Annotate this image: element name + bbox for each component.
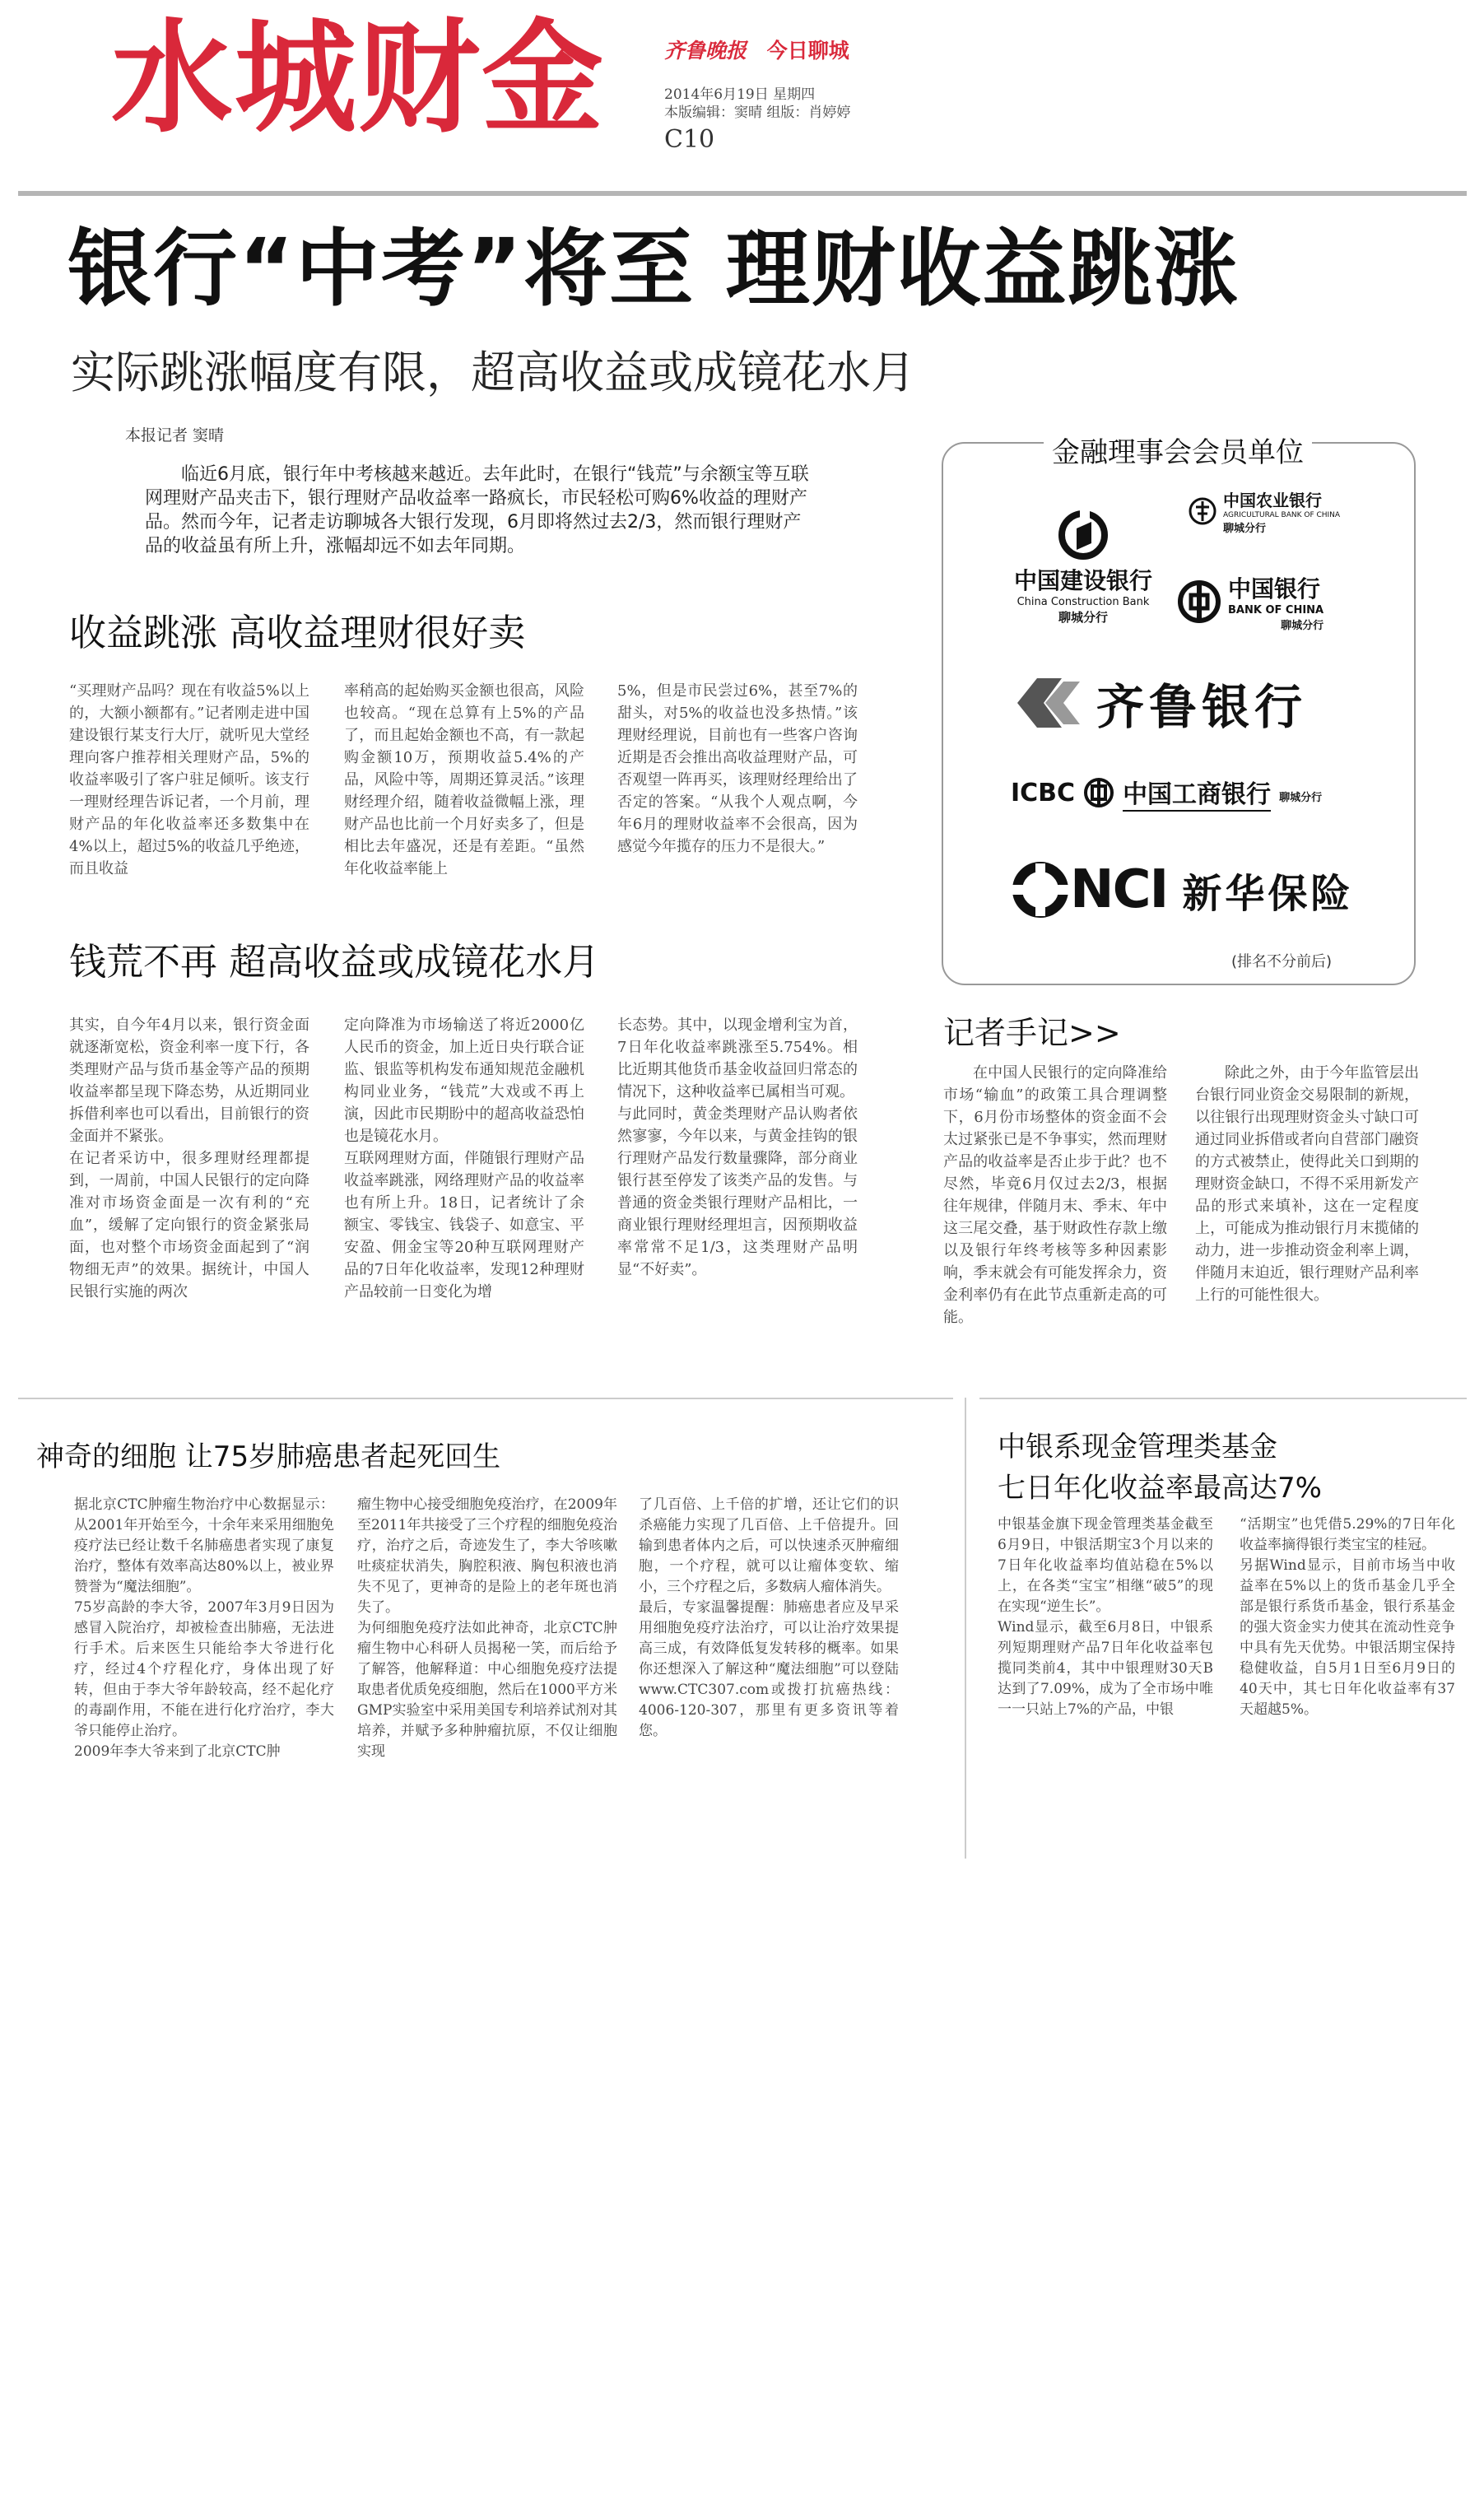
section2-col1: 其实，自今年4月以来，银行资金面就逐渐宽松，资金利率一度下行，各类理财产品与货币基金等产品的预期收益率都呈现下降态势，从近期同业拆借利率也可以看出，目前银行的资金面并不紧张。 在记者采访中，很多理财经理都提到，一周前，中国人民银行的定向降准对市场资金面是一次有利的“充血”，缓解了定向银行的资金紧张局面，也对整个市场资金面起到了“润物细无声”的效果。据统计，中国人民银行实施的两次 [69, 1017, 309, 1301]
lead-paragraph: 临近6月底，银行年中考核越来越近。去年此时，在银行“钱荒”与余额宝等互联网理财产品夹击下，银行理财产品收益率一路疯长，市民轻松可购6%收益的理财产品。然而今年，记者走访聊城各大银行发现，6月即将然过去2/3，然而银行理财产品的收益虽有所上升，涨幅却远不如去年同期。 [145, 464, 809, 556]
fund-story-col1: 中银基金旗下现金管理类基金截至6月9日，中银活期宝3个月以来的7日年化收益率均值站稳在5%以上，在各类“宝宝”相继“破5”的现在实现“逆生长”。 Wind显示，截至6月8日，中银系列短期理财产品7日年化收益率包揽同类前4，其中中银理财30天B达到了7.09%，成为了全市场中唯一一只站上7%的产品，中银 [998, 1516, 1213, 1718]
qilu-name: 齐鲁银行 [1096, 679, 1308, 735]
ranking-note: (排名不分前后) [1231, 953, 1333, 970]
ccb-logo [993, 510, 1174, 626]
date-line: 2014年6月19日 星期四 [664, 86, 816, 103]
edition-name: 今日聊城 [766, 39, 849, 63]
section2-col2: 定向降准为市场输送了将近2000亿人民币的资金，加上近日央行联合证监、银监等机构发布通知规范金融机构同业业务，“钱荒”大戏或不再上演，因此市民期盼中的超高收益恐怕也是镜花水月。 互联网理财方面，伴随银行理财产品收益率跳涨，网络理财产品的收益率也有所上升。18日，记者统计了余额宝、零钱宝、钱袋子、如意宝、平安盈、佣金宝等20种互联网理财产品的7日年化收益率，发现12种理财产品较前一日变化为增 [344, 1017, 584, 1301]
reporter-notes-col1: 在中国人民银行的定向降准给市场“输血”的政策工具合理调整下，6月份市场整体的资金面不会太过紧张已是不争事实，然而理财产品的收益率是否止步于此？也不尽然，毕竟6月仅过去2/3，根据往年规律，伴随月末、季末、年中这三尾交叠，基于财政性存款上缴以及银行年终考核等多种因素影响，季末就会有可能发挥余力，资金利率仍有在此节点重新走高的可能。 [943, 1064, 1167, 1326]
abc-icon [1189, 497, 1217, 525]
abc-logo [1189, 487, 1353, 535]
page-headline: 银行“中考”将至 理财收益跳涨 [67, 221, 1240, 319]
section1-col3: 5%，但是市民尝过6%，甚至7%的甜头，对5%的收益也没多热情。”该理财经理说，目前也有一些客户咨询近期是否会推出高收益理财产品，可否观望一阵再买，该理财经理给出了否定的答案。“从我个人观点啊，今年6月的理财收益率不会很高，因为感觉今年揽存的压力不是很大。” [617, 682, 858, 855]
icbc-prefix: ICBC [1011, 778, 1076, 807]
icbc-name: 中国工商银行 [1123, 774, 1271, 812]
abc-name: 中国农业银行 [1223, 491, 1322, 510]
abc-en: AGRICULTURAL BANK OF CHINA [1223, 511, 1341, 519]
qilu-icon [1012, 673, 1083, 733]
boc-name: 中国银行 [1228, 575, 1321, 603]
icbc-branch: 聊城分行 [1279, 791, 1323, 804]
boc-en: BANK OF CHINA [1228, 604, 1324, 617]
boc-branch: 聊城分行 [1281, 620, 1324, 632]
section1-title: 收益跳涨 高收益理财很好卖 [69, 611, 526, 654]
fund-story-title-line1: 中银系现金管理类基金 [998, 1431, 1277, 1463]
bottom-divider-right [979, 1398, 1467, 1399]
boc-logo [1177, 571, 1366, 632]
page-subheadline: 实际跳涨幅度有限，超高收益或成镜花水月 [71, 347, 915, 398]
fund-story-col2: “活期宝”也凭借5.29%的7日年化收益率摘得银行类宝宝的桂冠。 另据Wind显示，目前市场当中收益率在5%以上的货币基金几乎全部是银行系货币基金，银行系基金的强大资金实力使其在流动性竞争中具有先天优势。中银活期宝保持稳健收益，自5月1日至6月9日的40天中，其七日年化收益率有37天超越5%。 [1240, 1516, 1455, 1718]
nci-icon [1011, 860, 1070, 919]
nci-logo [1011, 859, 1373, 920]
ctc-story-col2: 瘤生物中心接受细胞免疫治疗，在2009年至2011年共接受了三个疗程的细胞免疫治疗，治疗之后，奇迹发生了，李大爷咳嗽吐痰症状消失，胸腔积液、胸包积液也消失不见了，更神奇的是险上的老年斑也消失了。 为何细胞免疫疗法如此神奇，北京CTC肿瘤生物中心科研人员揭秘一笑，而后给予了解答，他解释道：中心细胞免疫疗法提取患者优质免疫细胞，然后在1000平方米GMP实验室中采用美国专利培养试剂对其培养，并赋予多种肿瘤抗原，不仅让细胞实现 [357, 1496, 617, 1760]
ccb-branch: 聊城分行 [1058, 610, 1108, 625]
reporter-notes-col2: 除此之外，由于今年监管层出台银行同业资金交易限制的新规，以往银行出现理财资金头寸缺口可通过同业拆借或者向自营部门融资的方式被禁止，使得此关口到期的理财资金缺口，不得不采用新发产品的形式来填补，这在一定程度上，可能成为推动银行月末揽储的动力，进一步推动资金利率上调，伴随月末迫近，银行理财产品利率上行的可能性很大。 [1195, 1064, 1419, 1304]
ccb-icon [1058, 510, 1108, 560]
ctc-story-col3: 了几百倍、上千倍的扩增，还让它们的识杀癌能力实现了几百倍、上千倍提升。回输到患者体内之后，可以快速杀灭肿瘤细胞，一个疗程，就可以让瘤体变软、缩小，三个疗程之后，多数病人瘤体消失。 最后，专家温馨提醒：肺癌患者应及早采用细胞免疫疗法治疗，可以让治疗效果提高三成，有效降低复发转移的概率。如果你还想深入了解这种“魔法细胞”可以登陆www.CTC307.com或拨打抗癌热线：4006-120-307，那里有更多资讯等着您。 [639, 1496, 899, 1739]
section1-col1: “买理财产品吗？现在有收益5%以上的，大额小额都有。”记者刚走进中国建设银行某支行大厅，就听见大堂经理向客户推荐相关理财产品，5%的收益率吸引了客户驻足倾听。该支行一理财经理告诉记者，一个月前，理财产品的年化收益率还多数集中在4%以上，超过5%的收益几乎绝迹，而且收益 [69, 682, 309, 877]
section2-title: 钱荒不再 超高收益或成镜花水月 [69, 940, 600, 984]
abc-branch: 聊城分行 [1223, 523, 1267, 535]
section1-col2: 率稍高的起始购买金额也很高，风险也较高。“现在总算有上5%的产品了，而且起始金额也不高，有一款起购金额10万，预期收益5.4%的产品，风险中等，周期还算灵活。”该理财经理介绍，随着收益微幅上涨，理财产品也比前一个月好卖多了，但是相比去年盛况，还是有差距。“虽然年化收益率能上 [344, 682, 584, 877]
ccb-name: 中国建设银行 [1013, 567, 1152, 594]
ccb-en: China Construction Bank [1016, 596, 1150, 608]
bottom-divider-vertical [965, 1398, 966, 1859]
ctc-story-title: 神奇的细胞 让75岁肺癌患者起死回生 [36, 1440, 501, 1473]
reporter-notes-title: 记者手记>> [943, 1015, 1121, 1051]
member-banks-title: 金融理事会会员单位 [1044, 430, 1312, 470]
nci-prefix: NCI [1070, 859, 1168, 920]
bottom-divider-left [18, 1398, 953, 1399]
masthead-title: 水城财金 [111, 6, 605, 149]
nci-name: 新华保险 [1182, 870, 1354, 917]
byline: 本报记者 窦晴 [125, 426, 225, 444]
paper-brand [664, 35, 849, 64]
fund-story-title-line2: 七日年化收益率最高达7% [998, 1472, 1322, 1505]
masthead-rule [18, 191, 1467, 196]
icbc-logo [1011, 774, 1373, 812]
boc-icon [1177, 579, 1221, 624]
ctc-story-col1: 据北京CTC肿瘤生物治疗中心数据显示：从2001年开始至今，十余年来采用细胞免疫疗法已经让数千名肺癌患者实现了康复治疗，整体有效率高达80%以上，被业界赞誉为“魔法细胞”。 75岁高龄的李大爷，2007年3月9日因为感冒入院治疗，却被检查出肺癌，无法进行手术。后来医生只能给李大爷进行化疗，经过4个疗程化疗，身体出现了好转，但由于李大爷年龄较高，经不起化疗的毒副作用，不能在进行化疗治疗，李大爷只能停止治疗。 2009年李大爷来到了北京CTC肿 [74, 1496, 334, 1760]
icbc-icon [1083, 777, 1114, 808]
section2-col3: 长态势。其中，以现金增利宝为首，7日年化收益率跳涨至5.754%。相比近期其他货币基金收益回归常态的情况下，这种收益率已属相当可观。 与此同时，黄金类理财产品认购者依然寥寥，今年以来，与黄金挂钩的银行理财产品发行数量骤降，部分商业银行甚至停发了该类产品的发售。与普通的资金类银行理财产品相比，一商业银行理财经理坦言，因预期收益率常常不足1/3，这类理财产品明显“不好卖”。 [617, 1017, 858, 1278]
page-number: C10 [664, 125, 715, 154]
paper-name: 齐鲁晚报 [664, 39, 747, 63]
editor-line: 本版编辑：窦晴 组版：肖婷婷 [664, 105, 851, 121]
qilu-logo [1012, 668, 1358, 738]
